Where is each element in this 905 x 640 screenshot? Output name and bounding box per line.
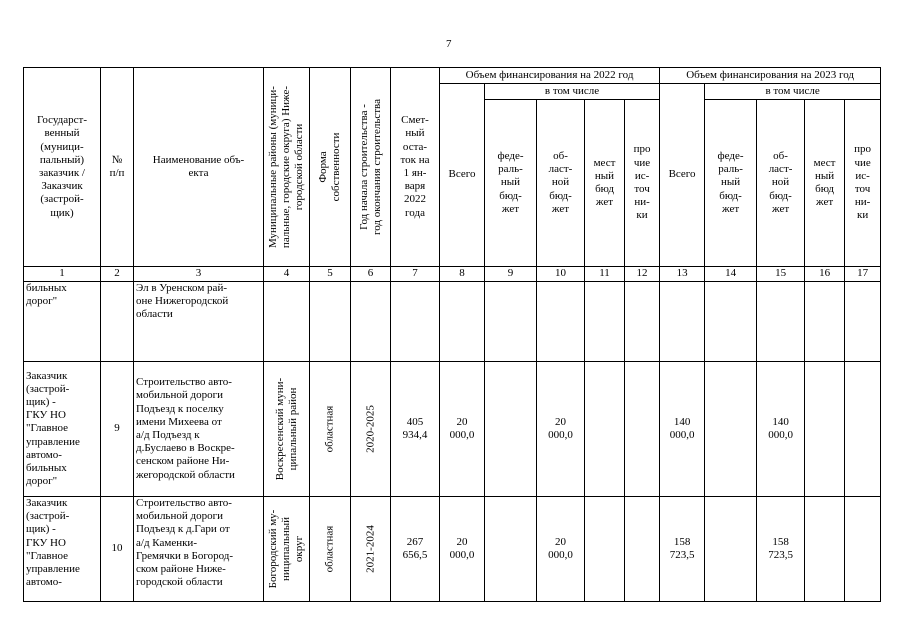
local-2023-cell (805, 282, 845, 362)
col-number: 16 (805, 267, 845, 282)
district-cell (264, 362, 310, 497)
total-2023-cell (660, 282, 705, 362)
header-district-text: Муниципальные районы (муници- пальные, городские округа) Ниже- городской области (266, 85, 306, 249)
object-name-cell: Строительство авто- мобильной дороги Подъезд к д.Гари от а/д Каменки- Гремячки в Богород- ском районе Ниже- городской области (134, 497, 264, 602)
years-cell (351, 362, 391, 497)
federal-2023-cell (705, 282, 757, 362)
regional-2022-cell: 20 000,0 (537, 497, 585, 602)
other-2023-cell (845, 362, 881, 497)
local-2022-cell (585, 497, 625, 602)
header-financing-2023: Объем финансирования на 2023 год (660, 68, 881, 84)
col-number: 8 (440, 267, 485, 282)
regional-2023-cell (757, 282, 805, 362)
years-cell-text: 2020-2025 (363, 405, 376, 453)
col-number: 13 (660, 267, 705, 282)
header-row-1 (24, 68, 881, 84)
local-2023-cell (805, 362, 845, 497)
col-number: 4 (264, 267, 310, 282)
col-number: 12 (625, 267, 660, 282)
header-years-text: Год начала строительства - год окончания строительства (357, 99, 383, 235)
col-number: 17 (845, 267, 881, 282)
header-including-2022: в том числе (485, 84, 660, 100)
number-cell (101, 282, 134, 362)
other-2022-cell (625, 282, 660, 362)
district-cell (264, 282, 310, 362)
column-numbers-row (24, 267, 881, 282)
header-total-2022: Всего (440, 84, 485, 267)
col-number: 11 (585, 267, 625, 282)
regional-2022-cell (537, 282, 585, 362)
total-2023-cell: 158 723,5 (660, 497, 705, 602)
header-object-name: Наименование объ- екта (134, 68, 264, 267)
header-including-2023: в том числе (705, 84, 881, 100)
federal-2022-cell (485, 282, 537, 362)
total-2023-cell: 140 000,0 (660, 362, 705, 497)
table-row (24, 362, 881, 497)
header-other-2023: про чие ис- точ ни- ки (845, 100, 881, 267)
col-number: 5 (310, 267, 351, 282)
district-cell (264, 497, 310, 602)
header-regional-2023: об- ласт- ной бюд- жет (757, 100, 805, 267)
customer-cell: Заказчик (застрой- щик) - ГКУ НО "Главное управление автомо- бильных дорог" (24, 362, 101, 497)
local-2023-cell (805, 497, 845, 602)
col-number: 7 (391, 267, 440, 282)
table-row (24, 282, 881, 362)
other-2023-cell (845, 497, 881, 602)
object-name-cell: Строительство авто- мобильной дороги Подъезд к поселку имени Михеева от а/д Подъезд к д.Буслаево в Воскре- сенском районе Ни- жегородской области (134, 362, 264, 497)
number-cell: 9 (101, 362, 134, 497)
col-number: 14 (705, 267, 757, 282)
other-2022-cell (625, 362, 660, 497)
col-number: 3 (134, 267, 264, 282)
federal-2023-cell (705, 497, 757, 602)
total-2022-cell (440, 282, 485, 362)
header-total-2023: Всего (660, 84, 705, 267)
ownership-cell-text: областная (323, 405, 336, 453)
local-2022-cell (585, 362, 625, 497)
header-ownership-text: Форма собственности (316, 132, 342, 202)
regional-2023-cell: 140 000,0 (757, 362, 805, 497)
customer-cell: Заказчик (застрой- щик) - ГКУ НО "Главное управление автомо- (24, 497, 101, 602)
total-2022-cell: 20 000,0 (440, 497, 485, 602)
header-local-2022: мест ный бюд жет (585, 100, 625, 267)
col-number: 10 (537, 267, 585, 282)
regional-2022-cell: 20 000,0 (537, 362, 585, 497)
financing-table (23, 67, 881, 602)
header-number: № п/п (101, 68, 134, 267)
ownership-cell (310, 497, 351, 602)
years-cell (351, 497, 391, 602)
col-number: 15 (757, 267, 805, 282)
ownership-cell (310, 282, 351, 362)
object-name-cell: Эл в Уренском рай- оне Нижегородской области (134, 282, 264, 362)
years-cell (351, 282, 391, 362)
header-district (264, 68, 310, 267)
header-ownership (310, 68, 351, 267)
remainder-cell: 405 934,4 (391, 362, 440, 497)
other-2022-cell (625, 497, 660, 602)
years-cell-text: 2021-2024 (363, 525, 376, 573)
customer-cell: бильных дорог" (24, 282, 101, 362)
ownership-cell (310, 362, 351, 497)
federal-2022-cell (485, 497, 537, 602)
table-row (24, 497, 881, 602)
col-number: 9 (485, 267, 537, 282)
other-2023-cell (845, 282, 881, 362)
regional-2023-cell: 158 723,5 (757, 497, 805, 602)
col-number: 2 (101, 267, 134, 282)
federal-2023-cell (705, 362, 757, 497)
ownership-cell-text: областная (323, 525, 336, 573)
local-2022-cell (585, 282, 625, 362)
remainder-cell: 267 656,5 (391, 497, 440, 602)
total-2022-cell: 20 000,0 (440, 362, 485, 497)
district-cell-text: Богородский му- ниципальный округ (266, 509, 306, 589)
col-number: 1 (24, 267, 101, 282)
page-number: 7 (446, 38, 452, 50)
district-cell-text: Воскресенский муни- ципальный район (273, 377, 299, 481)
col-number: 6 (351, 267, 391, 282)
header-remainder: Смет- ный оста- ток на 1 ян- варя 2022 года (391, 68, 440, 267)
header-financing-2022: Объем финансирования на 2022 год (440, 68, 660, 84)
header-federal-2023: феде- раль- ный бюд- жет (705, 100, 757, 267)
header-customer: Государст- венный (муници- пальный) заказчик / Заказчик (застрой- щик) (24, 68, 101, 267)
header-regional-2022: об- ласт- ной бюд- жет (537, 100, 585, 267)
header-federal-2022: феде- раль- ный бюд- жет (485, 100, 537, 267)
number-cell: 10 (101, 497, 134, 602)
federal-2022-cell (485, 362, 537, 497)
header-years (351, 68, 391, 267)
remainder-cell (391, 282, 440, 362)
header-other-2022: про чие ис- точ ни- ки (625, 100, 660, 267)
header-local-2023: мест ный бюд жет (805, 100, 845, 267)
